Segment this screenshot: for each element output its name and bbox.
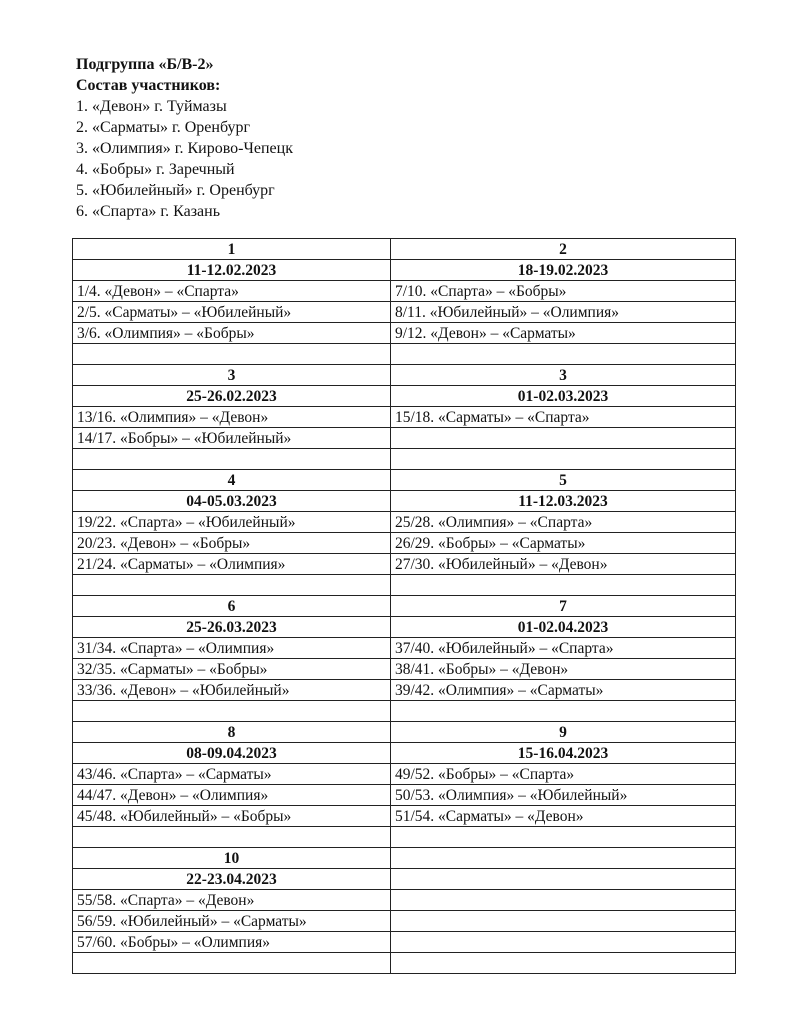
round-number: 10 <box>73 848 391 869</box>
match-row <box>73 554 736 575</box>
spacer-cell <box>391 575 736 596</box>
spacer-cell <box>73 701 391 722</box>
participant-item: 4. «Бобры» г. Заречный <box>76 161 235 178</box>
match-cell: 45/48. «Юбилейный» – «Бобры» <box>73 806 391 827</box>
match-cell: 31/34. «Спарта» – «Олимпия» <box>73 638 391 659</box>
match-cell: 27/30. «Юбилейный» – «Девон» <box>391 554 736 575</box>
match-cell: 43/46. «Спарта» – «Сарматы» <box>73 764 391 785</box>
participant-item: 2. «Сарматы» г. Оренбург <box>76 119 251 136</box>
participant-item: 5. «Юбилейный» г. Оренбург <box>76 182 275 199</box>
round-number-row <box>73 596 736 617</box>
round-number <box>391 848 736 869</box>
match-cell: 14/17. «Бобры» – «Юбилейный» <box>73 428 391 449</box>
round-date: 11-12.02.2023 <box>73 260 391 281</box>
round-number: 5 <box>391 470 736 491</box>
match-row <box>73 323 736 344</box>
round-number-row <box>73 722 736 743</box>
match-row <box>73 512 736 533</box>
round-number: 9 <box>391 722 736 743</box>
match-cell: 39/42. «Олимпия» – «Сарматы» <box>391 680 736 701</box>
match-cell: 33/36. «Девон» – «Юбилейный» <box>73 680 391 701</box>
match-cell <box>391 428 736 449</box>
match-row <box>73 533 736 554</box>
round-number: 3 <box>73 365 391 386</box>
spacer-cell <box>391 701 736 722</box>
match-cell: 49/52. «Бобры» – «Спарта» <box>391 764 736 785</box>
match-cell: 56/59. «Юбилейный» – «Сарматы» <box>73 911 391 932</box>
match-cell: 9/12. «Девон» – «Сарматы» <box>391 323 736 344</box>
match-row <box>73 680 736 701</box>
spacer-cell <box>73 344 391 365</box>
match-row <box>73 659 736 680</box>
round-date: 25-26.02.2023 <box>73 386 391 407</box>
spacer-row <box>73 827 736 848</box>
spacer-cell <box>391 344 736 365</box>
round-number: 8 <box>73 722 391 743</box>
match-cell: 1/4. «Девон» – «Спарта» <box>73 281 391 302</box>
match-row <box>73 764 736 785</box>
match-cell <box>391 911 736 932</box>
round-date <box>391 869 736 890</box>
round-date-row <box>73 743 736 764</box>
round-number: 3 <box>391 365 736 386</box>
match-cell: 55/58. «Спарта» – «Девон» <box>73 890 391 911</box>
round-date-row <box>73 386 736 407</box>
participants-heading: Состав участников: <box>76 77 221 94</box>
spacer-row <box>73 449 736 470</box>
spacer-cell <box>73 449 391 470</box>
match-row <box>73 890 736 911</box>
participant-item: 3. «Олимпия» г. Кирово-Чепецк <box>76 140 293 157</box>
round-date-row <box>73 260 736 281</box>
round-number-row <box>73 848 736 869</box>
match-row <box>73 932 736 953</box>
subgroup-title: Подгруппа «Б/В-2» <box>76 56 214 73</box>
round-date-row <box>73 869 736 890</box>
match-row <box>73 302 736 323</box>
match-cell: 51/54. «Сарматы» – «Девон» <box>391 806 736 827</box>
round-date: 25-26.03.2023 <box>73 617 391 638</box>
match-cell: 8/11. «Юбилейный» – «Олимпия» <box>391 302 736 323</box>
round-date: 22-23.04.2023 <box>73 869 391 890</box>
participant-item: 1. «Девон» г. Туймазы <box>76 98 227 115</box>
match-row <box>73 785 736 806</box>
round-date: 01-02.04.2023 <box>391 617 736 638</box>
spacer-row <box>73 575 736 596</box>
match-cell: 50/53. «Олимпия» – «Юбилейный» <box>391 785 736 806</box>
round-date: 01-02.03.2023 <box>391 386 736 407</box>
spacer-cell <box>391 449 736 470</box>
match-cell: 38/41. «Бобры» – «Девон» <box>391 659 736 680</box>
round-number: 1 <box>73 239 391 260</box>
round-number-row <box>73 470 736 491</box>
match-cell: 57/60. «Бобры» – «Олимпия» <box>73 932 391 953</box>
round-number: 6 <box>73 596 391 617</box>
round-date-row <box>73 617 736 638</box>
participant-item: 6. «Спарта» г. Казань <box>76 203 221 220</box>
round-date: 18-19.02.2023 <box>391 260 736 281</box>
schedule-table <box>72 238 736 974</box>
round-number-row <box>73 239 736 260</box>
spacer-row <box>73 953 736 974</box>
match-cell: 44/47. «Девон» – «Олимпия» <box>73 785 391 806</box>
match-cell: 13/16. «Олимпия» – «Девон» <box>73 407 391 428</box>
spacer-cell <box>73 827 391 848</box>
match-row <box>73 281 736 302</box>
round-number: 4 <box>73 470 391 491</box>
match-cell: 26/29. «Бобры» – «Сарматы» <box>391 533 736 554</box>
spacer-cell <box>391 827 736 848</box>
round-date: 08-09.04.2023 <box>73 743 391 764</box>
spacer-row <box>73 344 736 365</box>
match-row <box>73 407 736 428</box>
round-number: 2 <box>391 239 736 260</box>
match-row <box>73 428 736 449</box>
match-cell: 15/18. «Сарматы» – «Спарта» <box>391 407 736 428</box>
match-cell <box>391 890 736 911</box>
match-row <box>73 806 736 827</box>
round-number-row <box>73 365 736 386</box>
match-cell: 20/23. «Девон» – «Бобры» <box>73 533 391 554</box>
spacer-cell <box>391 953 736 974</box>
round-number: 7 <box>391 596 736 617</box>
match-cell: 2/5. «Сарматы» – «Юбилейный» <box>73 302 391 323</box>
match-cell <box>391 932 736 953</box>
spacer-row <box>73 701 736 722</box>
round-date: 04-05.03.2023 <box>73 491 391 512</box>
match-cell: 32/35. «Сарматы» – «Бобры» <box>73 659 391 680</box>
match-row <box>73 638 736 659</box>
match-row <box>73 911 736 932</box>
match-cell: 37/40. «Юбилейный» – «Спарта» <box>391 638 736 659</box>
document-header <box>76 54 293 222</box>
match-cell: 19/22. «Спарта» – «Юбилейный» <box>73 512 391 533</box>
round-date: 15-16.04.2023 <box>391 743 736 764</box>
round-date-row <box>73 491 736 512</box>
match-cell: 7/10. «Спарта» – «Бобры» <box>391 281 736 302</box>
match-cell: 25/28. «Олимпия» – «Спарта» <box>391 512 736 533</box>
match-cell: 3/6. «Олимпия» – «Бобры» <box>73 323 391 344</box>
round-date: 11-12.03.2023 <box>391 491 736 512</box>
match-cell: 21/24. «Сарматы» – «Олимпия» <box>73 554 391 575</box>
spacer-cell <box>73 575 391 596</box>
spacer-cell <box>73 953 391 974</box>
